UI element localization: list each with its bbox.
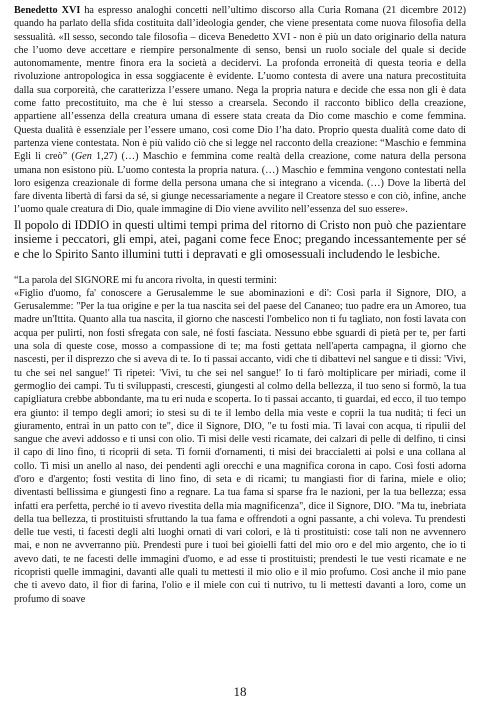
benedict-quote-paragraph (14, 4, 466, 217)
people-of-god-paragraph: Il popolo di IDDIO in questi ultimi tempi prima del ritorno di Cristo non può che pazientare insieme i peccatori, gli empi, atei, pagani come fece Enoc; pregando incessantemente per sé e che lo Spirito Santo illumini tutti i depravati e gli omosessuali includendo le lesbiche. (14, 217, 466, 261)
scripture-intro-line: “La parola del SIGNORE mi fu ancora rivolta, in questi termini: (14, 274, 277, 286)
ezekiel-quote-paragraph: «Figlio d'uomo, fa' conoscere a Gerusalemme le sue abominazioni e di': Così parla il Signore, DIO, a Gerusalemme: "Per la tua origine e per la tua nascita sei del paese del Cananeo; tuo padre era un Amoreo, tua madre un'Ittita. Quanto alla tua nascita, il giorno che nascesti l'ombelico non ti fu tagliato, non fosti lavata con acqua per pulirti, non fosti sfregata con sale, né fosti fasciata. Nessuno ebbe sguardi di pietà per te, per farti una sola di queste cose, mosso a compassione di te; ma fosti gettata nell'aperta campagna, il giorno che nascesti, per il disprezzo che si aveva di te. Io ti passai accanto, vidi che ti dibattevi nel sangue e ti dissi: 'Vivi, tu che sei nel sangue!' Ti ripetei: 'Vivi, tu che sei nel sangue!' Io ti farò moltiplicare per miriadi, come il germoglio dei campi. Tu ti sviluppasti, crescesti, giungesti al colmo della bellezza, il tuo seno si formò, la tua capigliatura crebbe abbondante, ma tu eri nuda e scoperta. Io ti passai accanto, ti guardai, ed ecco, il tuo tempo era giunto: il tempo degli amori; io stesi su di te il lembo della mia veste e coprii la tua nudità; ti feci un giuramento, entrai in un patto con te", dice il Signore, DIO, "e tu fosti mia. Ti lavai con acqua, ti ripulii del sangue che avevi addosso e ti unsi con olio. Ti misi delle vesti ricamate, dei calzari di pelle di delfino, ti cinsi il capo di lino fino, ti ricoprii di seta. Ti fornii d'ornamenti, ti misi dei braccialetti ai polsi e una collana al collo. Ti misi un anello al naso, dei pendenti agli orecchi e una magnifica corona in capo. Così fosti adorna d'oro e d'argento; fosti vestita di lino fino, di seta e di ricami; tu mangiasti fior di farina, miele e olio; diventasti bellissima e giungesti fino a regnare. La tua fama si sparse fra le nazioni, per la tua bellezza; essa infatti era perfetta, perché io ti avevo rivestita della mia magnificenza", dice il Signore, DIO. "Ma tu, inebriata della tua bellezza, ti prostituisti sfruttando la tua fama e offrendoti a ogni passante, a chi voleva. Tu prendesti delle tue vesti, ti facesti degli alti luoghi ornati di vari colori, e là ti prostituisti: cose tali non ne avvennero mai, e non ne avverranno più. Prendesti pure i tuoi bei gioielli fatti del mio oro e del mio argento, che io ti avevo dati, te ne facesti delle immagini d'uomo, e ad esse ti prostituisti; prendesti le tue vesti ricamate e ne ricopristi quelle immagini, davanti alle quali tu mettesti il mio olio e il mio profumo. Così anche il mio pane che ti avevo dato, il fior di farina, l'olio e il miele con cui ti nutrivo, tu li mettesti davanti a loro, come un profumo di soave (14, 287, 466, 605)
paragraph-lead: Benedetto XVI (14, 5, 81, 16)
page-number: 18 (233, 684, 247, 699)
bible-citation: Gen (74, 151, 92, 163)
paragraph-text: ha espresso analoghi concetti nell’ultimo discorso alla Curia Romana (21 dicembre 2012) quando ha parlato della sfida costituita dall’ideologia gender, che viene presentata come nuova filosofia della sessualità. «Il sesso, secondo tale filosofia – diceva Benedetto XVI - non è più un dato originario della natura che l’uomo deve accettare e riempire personalmente di senso, bensì un ruolo sociale del quale si decide autonomamente, mentre finora era la società a decidervi. La profonda erroneità di questa teoria e della rivoluzione antropologica in essa soggiacente è evidente. L’uomo contesta di avere una natura precostituita dalla sua corporeità, che caratterizza l’essere umano. Nega la propria natura e decide che essa non gli è data come fatto precostituito, ma che è lui stesso a crearsela. Secondo il racconto biblico della creazione, appartiene all’essenza della creatura umana di essere stata creata da Dio come maschio e come femmina. Questa dualità è essenziale per l’essere umano, così come Dio l’ha dato. Proprio questa dualità come dato di partenza viene contestata. Non è più valido ciò che si legge nel racconto della creazione: “Maschio e femmina Egli li creò” ( (14, 5, 467, 163)
paragraph-text-end: 1,27) (…) Maschio e femmina come realtà della creazione, come natura della persona umana non esistono più. L’uomo contesta la propria natura. (…) Maschio e femmina vengono contestati nella loro esigenza creazionale di forme della persona umana che si integrano a vicenda. (…) Dove la libertà del fare diventa libertà di farsi da sé, si giunge necessariamente a negare il Creatore stesso e con ciò, infine, anche l’uomo quale creatura di Dio, quale immagine di Dio viene avvilito nell’essenza del suo essere». (14, 151, 466, 216)
